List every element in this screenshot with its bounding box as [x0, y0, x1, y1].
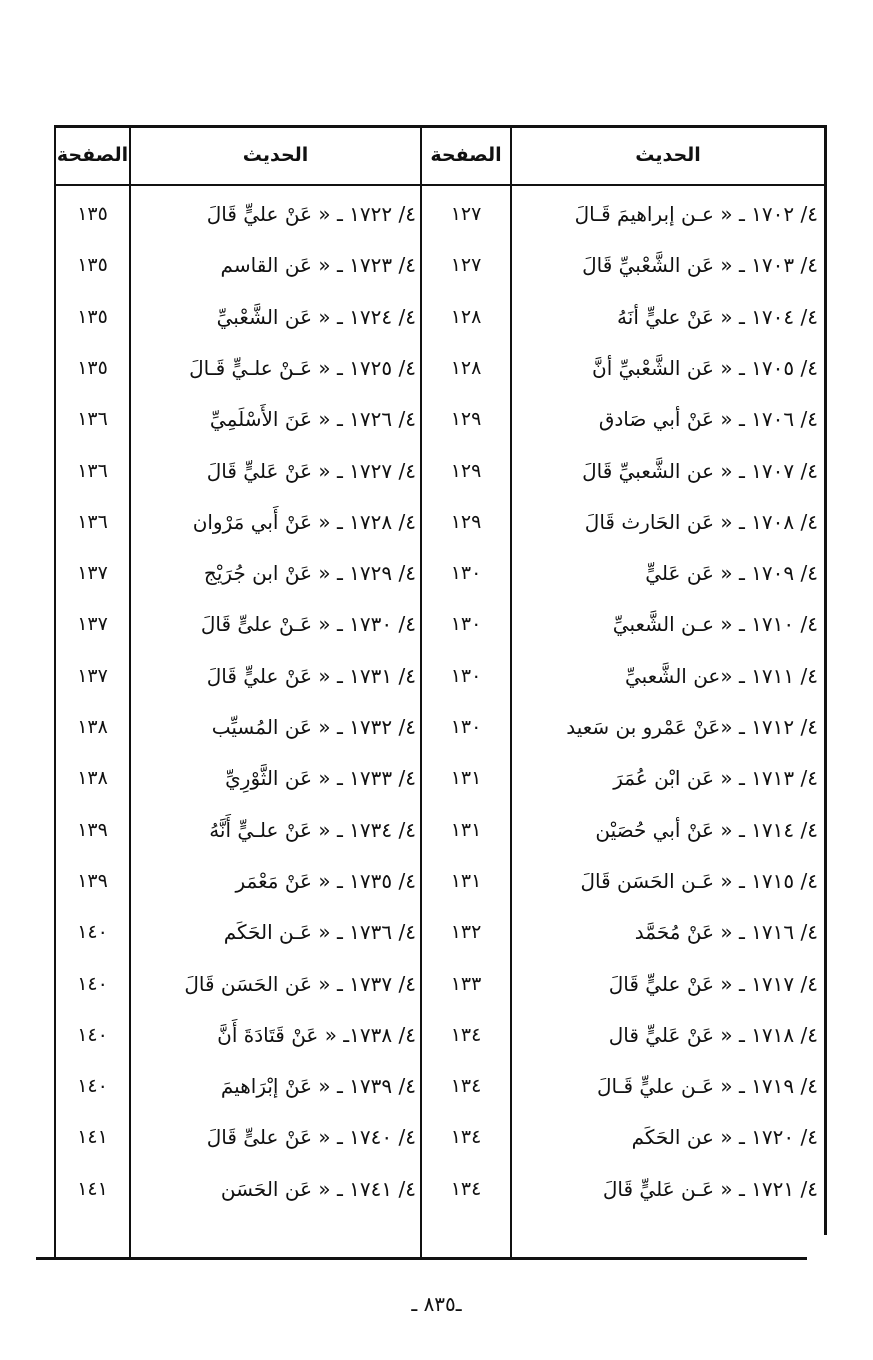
- right-hadith-entry: ٤/ ١٧١٠ ـ « عـن الشَّعبيِّ: [612, 612, 818, 637]
- column-divider-left-page: [129, 125, 131, 1257]
- left-hadith-entry: ٤/ ١٧٣٨ـ « عَنْ قَتَادَةَ أَنَّ: [217, 1022, 416, 1047]
- left-hadith-entry: ٤/ ١٧٢٨ ـ « عَنْ أَبي مَرْوان: [192, 509, 416, 534]
- left-page-number: ١٤٠: [77, 1023, 108, 1046]
- right-hadith-entry: ٤/ ١٧٠٧ ـ « عن الشَّعبيِّ قَالَ: [582, 458, 818, 483]
- right-hadith-entry: ٤/ ١٧٠٤ ـ « عَنْ عليٍّ أنَهُ: [617, 304, 818, 329]
- left-page-number: ١٤٠: [77, 972, 108, 995]
- left-page-number: ١٤٠: [77, 1075, 108, 1098]
- right-hadith-entry: ٤/ ١٧١٨ ـ « عَنْ عَليٍّ قال: [608, 1022, 818, 1047]
- left-page-number: ١٣٩: [77, 869, 108, 892]
- right-page-number: ١٣٤: [450, 1126, 482, 1149]
- left-page-number: ١٣٨: [77, 767, 108, 790]
- header-separator: [54, 184, 824, 186]
- left-page-number: ١٣٧: [77, 562, 108, 585]
- right-page-number: ١٢٩: [450, 408, 482, 431]
- right-page-number: ١٣٣: [450, 972, 482, 995]
- right-page-number: ١٣٠: [450, 562, 482, 585]
- table-border-right: [824, 125, 827, 1235]
- right-page-number: ١٣٤: [450, 1075, 482, 1098]
- right-hadith-entry: ٤/ ١٧١٤ ـ « عَنْ أبي حُصَيْن: [595, 817, 818, 842]
- left-hadith-entry: ٤/ ١٧٣٤ ـ « عَنْ علـيٍّ أَنَّهُ: [209, 817, 416, 842]
- header-left-hadith: الحديث: [242, 143, 309, 166]
- right-hadith-entry: ٤/ ١٧٢١ ـ « عَـن عَليٍّ قَالَ: [602, 1176, 818, 1201]
- left-hadith-entry: ٤/ ١٧٣٢ ـ « عَن المُسيِّب: [211, 715, 416, 739]
- header-right-page: الصفحة: [430, 143, 502, 166]
- left-page-number: ١٣٦: [77, 408, 108, 431]
- left-hadith-entry: ٤/ ١٧٢٤ ـ « عَن الشَّعْبيِّ: [216, 304, 416, 329]
- right-hadith-entry: ٤/ ١٧١٧ ـ « عَنْ عليٍّ قَالَ: [608, 971, 818, 996]
- left-page-number: ١٣٥: [77, 203, 108, 225]
- left-hadith-entry: ٤/ ١٧٢٣ ـ « عَن القاسم: [220, 253, 416, 278]
- right-hadith-entry: ٤/ ١٧٢٠ ـ « عن الحَكَم: [631, 1125, 818, 1150]
- header-left-page: الصفحة: [56, 143, 129, 166]
- left-page-number: ١٣٨: [77, 716, 108, 738]
- right-hadith-entry: ٤/ ١٧٠٣ ـ « عَن الشَّعْبيِّ قَالَ: [582, 253, 818, 278]
- left-page-number: ١٣٩: [77, 818, 108, 841]
- left-hadith-entry: ٤/ ١٧٤٠ ـ « عَنْ علىٍّ قَالَ: [206, 1125, 416, 1150]
- left-hadith-entry: ٤/ ١٧٣٣ ـ « عَن الثَّوْرِيِّ: [225, 766, 416, 791]
- right-hadith-entry: ٤/ ١٧١٥ ـ « عَـن الحَسَن قَالَ: [580, 868, 818, 893]
- left-page-number: ١٣٥: [77, 254, 108, 277]
- left-hadith-entry: ٤/ ١٧٢٢ ـ « عَنْ عليٍّ قَالَ: [206, 202, 416, 226]
- column-divider-right-page: [510, 125, 512, 1257]
- right-hadith-entry: ٤/ ١٧٠٩ ـ « عَن عَليٍّ: [645, 561, 818, 586]
- right-page-number: ١٣٠: [450, 716, 482, 738]
- left-hadith-entry: ٤/ ١٧٣٦ ـ « عَـن الحَكَم: [223, 920, 416, 945]
- right-hadith-entry: ٤/ ١٧١١ ـ «عن الشَّعبيِّ: [625, 663, 818, 688]
- left-hadith-entry: ٤/ ١٧٣١ ـ « عَنْ عليٍّ قَالَ: [206, 663, 416, 688]
- left-hadith-entry: ٤/ ١٧٣٩ ـ « عَنْ إبْرَاهيمَ: [220, 1074, 416, 1099]
- left-page-number: ١٤١: [77, 1177, 108, 1200]
- left-hadith-entry: ٤/ ١٧٢٧ ـ « عَنْ عَليٍّ قَالَ: [206, 458, 416, 483]
- right-page-number: ١٢٨: [450, 356, 482, 379]
- right-hadith-entry: ٤/ ١٧٠٨ ـ « عَن الحَارث قَالَ: [584, 509, 818, 534]
- left-hadith-entry: ٤/ ١٧٢٩ ـ « عَنْ ابن جُرَيْج: [203, 561, 416, 586]
- left-page-number: ١٣٧: [77, 613, 108, 636]
- right-page-number: ١٣٠: [450, 613, 482, 636]
- right-hadith-entry: ٤/ ١٧١٩ ـ « عَـن عليٍّ قَـالَ: [597, 1074, 818, 1099]
- right-page-number: ١٢٧: [450, 254, 482, 277]
- right-page-number: ١٢٨: [450, 305, 482, 328]
- right-page-number: ١٢٧: [450, 203, 482, 225]
- left-page-number: ١٣٦: [77, 459, 108, 482]
- left-page-number: ١٤١: [77, 1126, 108, 1149]
- left-page-number: ١٤٠: [77, 921, 108, 944]
- right-page-number: ١٢٩: [450, 459, 482, 482]
- right-page-number: ١٣٤: [450, 1177, 482, 1200]
- left-hadith-entry: ٤/ ١٧٣٧ ـ « عَن الحَسَن قَالَ: [184, 971, 416, 996]
- right-page-number: ١٣١: [450, 767, 482, 790]
- left-hadith-entry: ٤/ ١٧٢٦ ـ « عَنَ الأَسْلَمِيِّ: [209, 407, 416, 432]
- table-border-bottom: [36, 1257, 807, 1260]
- left-hadith-entry: ٤/ ١٧٣٠ ـ « عَـنْ علىٍّ قَالَ: [200, 612, 416, 637]
- right-page-number: ١٢٩: [450, 510, 482, 533]
- right-page-number: ١٣٠: [450, 664, 482, 687]
- header-right-hadith: الحديث: [635, 143, 701, 166]
- hadith-index-table: [36, 125, 827, 1260]
- right-hadith-entry: ٤/ ١٧١٢ ـ «عَنْ عَمْرو بن سَعيد: [566, 715, 818, 739]
- page-number: ـ٨٣٥ ـ: [411, 1292, 462, 1316]
- right-hadith-entry: ٤/ ١٧١٦ ـ « عَنْ مُحَمَّد: [634, 920, 818, 945]
- left-page-number: ١٣٧: [77, 664, 108, 687]
- right-page-number: ١٣٤: [450, 1023, 482, 1046]
- right-hadith-entry: ٤/ ١٧٠٥ ـ « عَن الشَّعْبيِّ أنَّ: [592, 355, 818, 380]
- left-hadith-entry: ٤/ ١٧٤١ ـ « عَن الحَسَن: [220, 1176, 416, 1201]
- right-hadith-entry: ٤/ ١٧١٣ ـ « عَن ابْن عُمَرَ: [613, 766, 818, 791]
- right-hadith-entry: ٤/ ١٧٠٦ ـ « عَنْ أبي صَادق: [598, 407, 818, 432]
- left-page-number: ١٣٥: [77, 356, 108, 379]
- right-page-number: ١٣٢: [450, 921, 482, 944]
- right-page-number: ١٣١: [450, 818, 482, 841]
- left-page-number: ١٣٥: [77, 305, 108, 328]
- left-page-number: ١٣٦: [77, 510, 108, 533]
- left-hadith-entry: ٤/ ١٧٢٥ ـ « عَـنْ علـيٍّ قَـالَ: [189, 355, 416, 380]
- left-hadith-entry: ٤/ ١٧٣٥ ـ « عَنْ مَعْمَر: [235, 868, 416, 893]
- right-page-number: ١٣١: [450, 869, 482, 892]
- right-hadith-entry: ٤/ ١٧٠٢ ـ « عـن إبراهيمَ قَـالَ: [574, 202, 818, 226]
